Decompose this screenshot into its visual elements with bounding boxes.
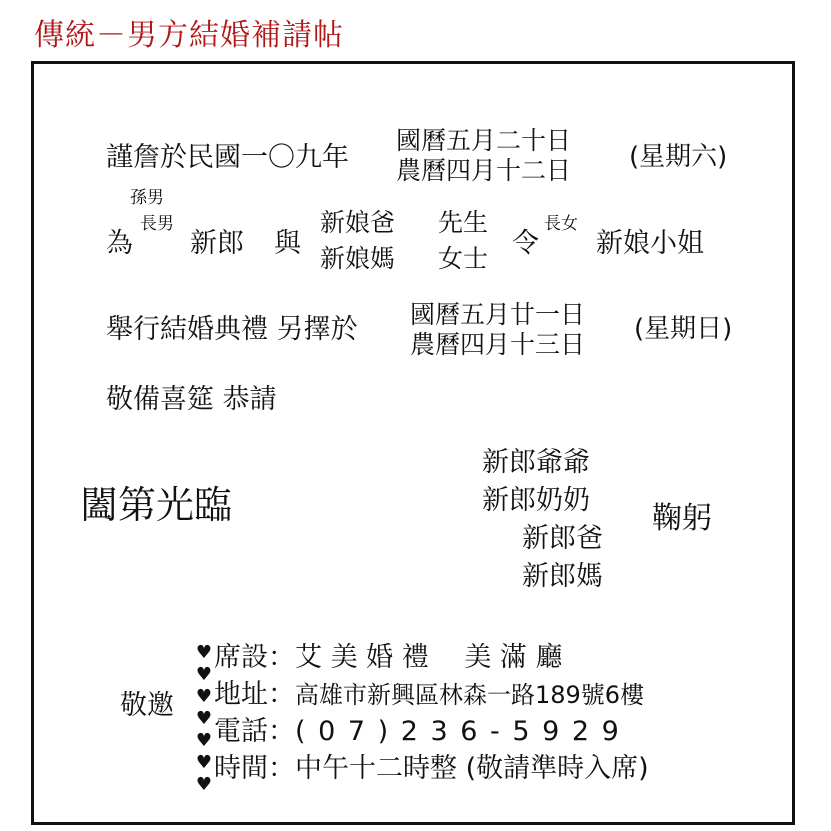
text-wei: 為 (106, 228, 133, 259)
banquet-date-solar: 國曆五月廿一日 (410, 300, 586, 329)
venue-hall-value: 艾 美 婚 禮 美 滿 廳 (295, 642, 563, 673)
relation-eldest-daughter: 長女 (544, 214, 578, 234)
venue-colon: ： (268, 753, 295, 784)
venue-colon: ： (268, 679, 295, 710)
heart-icon: ♥ (195, 708, 213, 729)
venue-colon: ： (268, 642, 295, 673)
relation-grandson: 孫男 (130, 188, 164, 208)
text-ling: 令 (512, 228, 539, 259)
wedding-weekday: (星期六) (629, 142, 728, 172)
honorific-madam: 女士 (438, 244, 489, 273)
invitation-card (31, 61, 795, 825)
page-title: 傳統－男方結婚補請帖 (34, 18, 344, 53)
relation-eldest-son: 長男 (140, 214, 174, 234)
venue-row-phone (214, 718, 621, 745)
text-yu: 與 (274, 228, 301, 259)
venue-time-value: 中午十二時整 (敬請準時入席) (295, 753, 649, 784)
honorific-sir: 先生 (438, 208, 489, 237)
heart-column (194, 642, 214, 796)
venue-key: 地址 (214, 679, 268, 710)
groom-title: 新郎 (190, 228, 244, 259)
bride-mother: 新娘媽 (320, 244, 396, 273)
heart-icon: ♥ (195, 752, 213, 773)
banquet-weekday: (星期日) (634, 314, 733, 344)
banquet-date-lunar: 農曆四月十三日 (410, 330, 586, 359)
host-mother: 新郎媽 (522, 561, 603, 592)
greeting: 闔第光臨 (80, 483, 233, 527)
venue-key: 電話 (214, 716, 268, 747)
venue-colon: ： (268, 716, 295, 747)
heart-icon: ♥ (195, 730, 213, 751)
heart-icon: ♥ (195, 664, 213, 685)
venue-row-address (214, 681, 644, 708)
wedding-date-lunar: 農曆四月十二日 (396, 156, 572, 185)
venue-phone-value: ( 0 7 ) 2 3 6 - 5 9 2 9 (295, 716, 621, 747)
bride-title: 新娘小姐 (596, 228, 704, 259)
host-father: 新郎爸 (522, 523, 603, 554)
heart-icon: ♥ (195, 686, 213, 707)
venue-key: 席設 (214, 642, 268, 673)
host-grandmother: 新郎奶奶 (482, 485, 590, 516)
venue-key: 時間 (214, 753, 268, 784)
heart-icon: ♥ (195, 642, 213, 663)
wedding-date-solar: 國曆五月二十日 (396, 126, 572, 155)
venue-label: 敬邀 (120, 690, 174, 721)
wedding-date-prefix: 謹詹於民國一〇九年 (106, 142, 349, 173)
venue-address-value: 高雄市新興區林森一路189號6樓 (295, 681, 645, 709)
venue-row-time (214, 755, 649, 782)
bride-father: 新娘爸 (320, 208, 396, 237)
host-grandfather: 新郎爺爺 (482, 447, 590, 478)
invite-line: 敬備喜筵 恭請 (106, 384, 277, 415)
ceremony-prefix: 舉行結婚典禮 另擇於 (106, 314, 358, 345)
bow-text: 鞠躬 (652, 501, 712, 536)
heart-icon: ♥ (195, 774, 213, 795)
venue-row-hall (214, 644, 563, 671)
